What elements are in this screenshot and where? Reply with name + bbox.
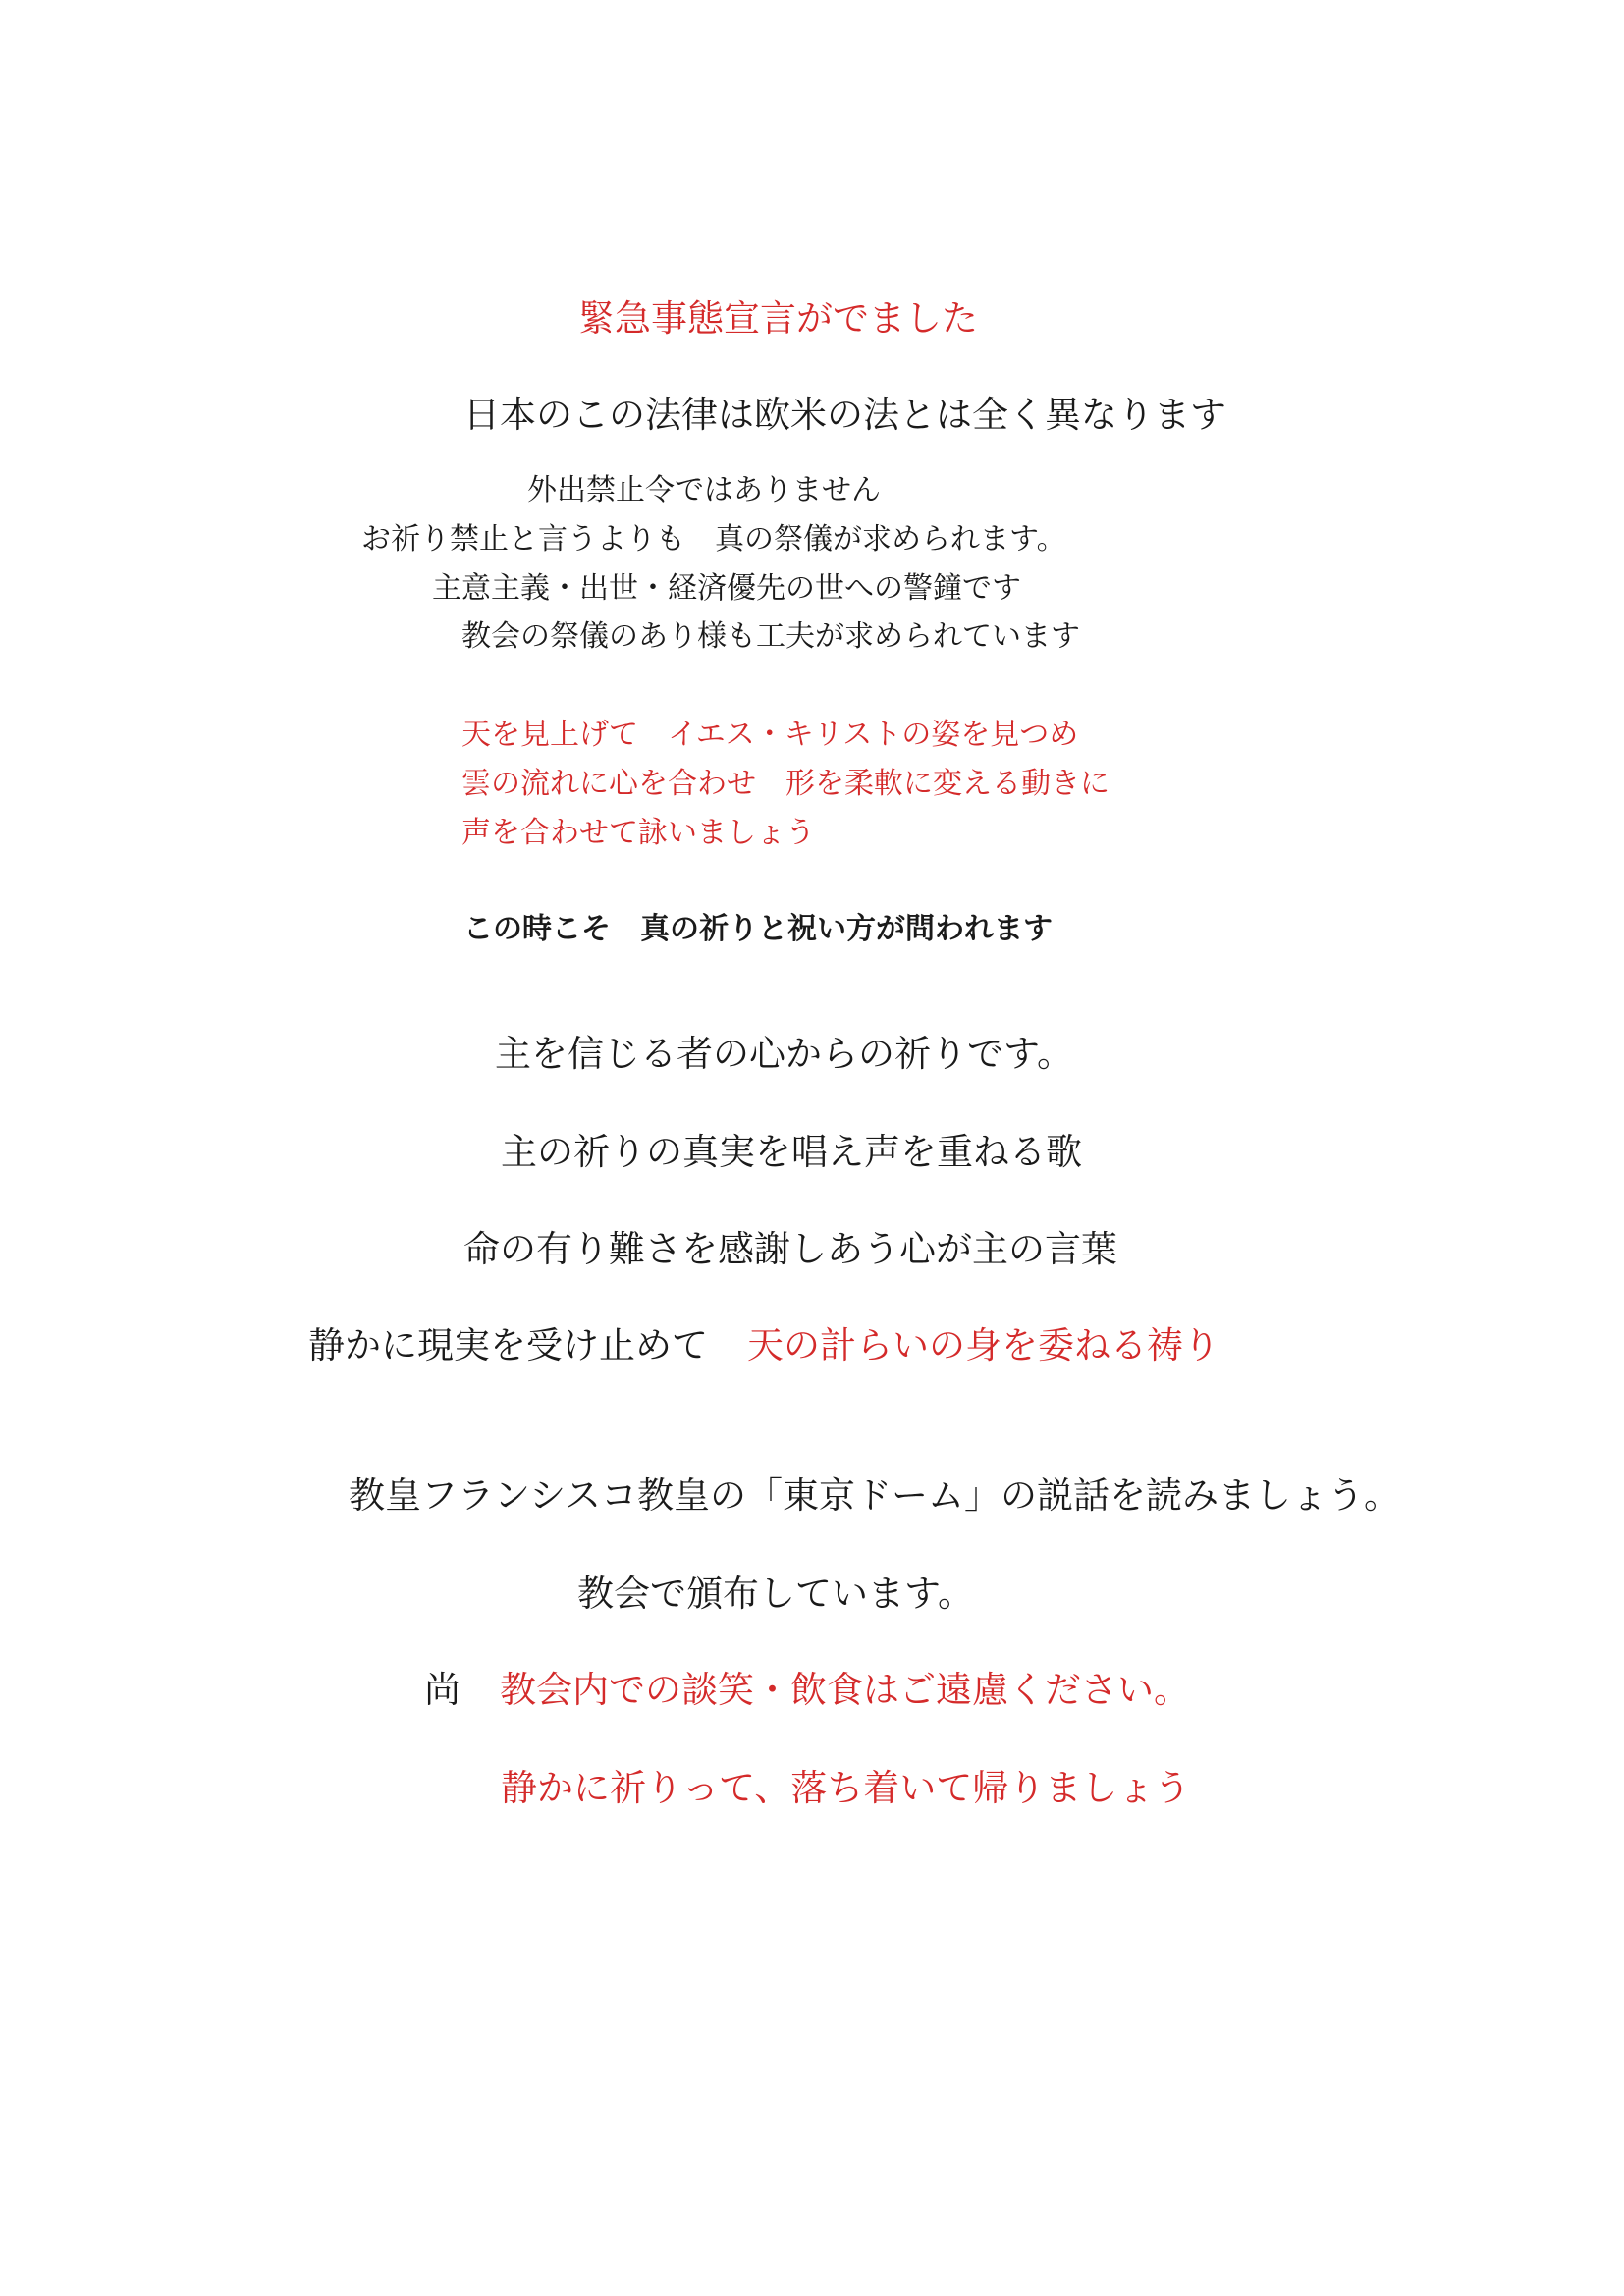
closing-line: [308, 1324, 1219, 1366]
prayer-line-3: 命の有り難さを感謝しあう心が主の言葉: [463, 1228, 1117, 1270]
intro-text: 日本のこの法律は欧米の法とは全く異なります: [463, 394, 1226, 436]
note-line-1: 外出禁止令ではありません: [527, 473, 881, 507]
title: 緊急事態宣言がでました: [578, 297, 978, 340]
note-line-2: お祈り禁止と言うよりも 真の祭儀が求められます。: [361, 522, 1066, 557]
closing-line-red-part: 天の計らいの身を委ねる祷り: [747, 1324, 1219, 1366]
pope-line: 教皇フランシスコ教皇の「東京ドーム」の説話を読みましょう。: [349, 1474, 1400, 1517]
distribution-text: 教会で頒布しています。: [577, 1573, 975, 1615]
prayer-line-1: 主を信じる者の心からの祈りです。: [495, 1033, 1074, 1075]
emphasis-text: この時こそ 真の祈りと祝い方が問われます: [463, 912, 1053, 946]
note-line-3: 主意主義・出世・経済優先の世への警鐘です: [432, 571, 1021, 606]
notice-line: [424, 1669, 1190, 1711]
closing-line-black-part: 静かに現実を受け止めて: [308, 1324, 708, 1366]
note-line-4: 教会の祭儀のあり様も工夫が求められています: [461, 619, 1080, 654]
exhortation-line-1: 天を見上げて イエス・キリストの姿を見つめ: [461, 718, 1079, 752]
final-line: 静かに祈りって、落ち着いて帰りましょう: [501, 1767, 1191, 1809]
prayer-line-2: 主の祈りの真実を唱え声を重ねる歌: [501, 1131, 1082, 1173]
exhortation-line-2: 雲の流れに心を合わせ 形を柔軟に変える動きに: [461, 767, 1110, 801]
exhortation-line-3: 声を合わせて詠いましょう: [461, 816, 815, 850]
notice-text: 教会内での談笑・飲食はご遠慮ください。: [500, 1669, 1190, 1711]
notice-prefix: 尚: [424, 1669, 460, 1711]
